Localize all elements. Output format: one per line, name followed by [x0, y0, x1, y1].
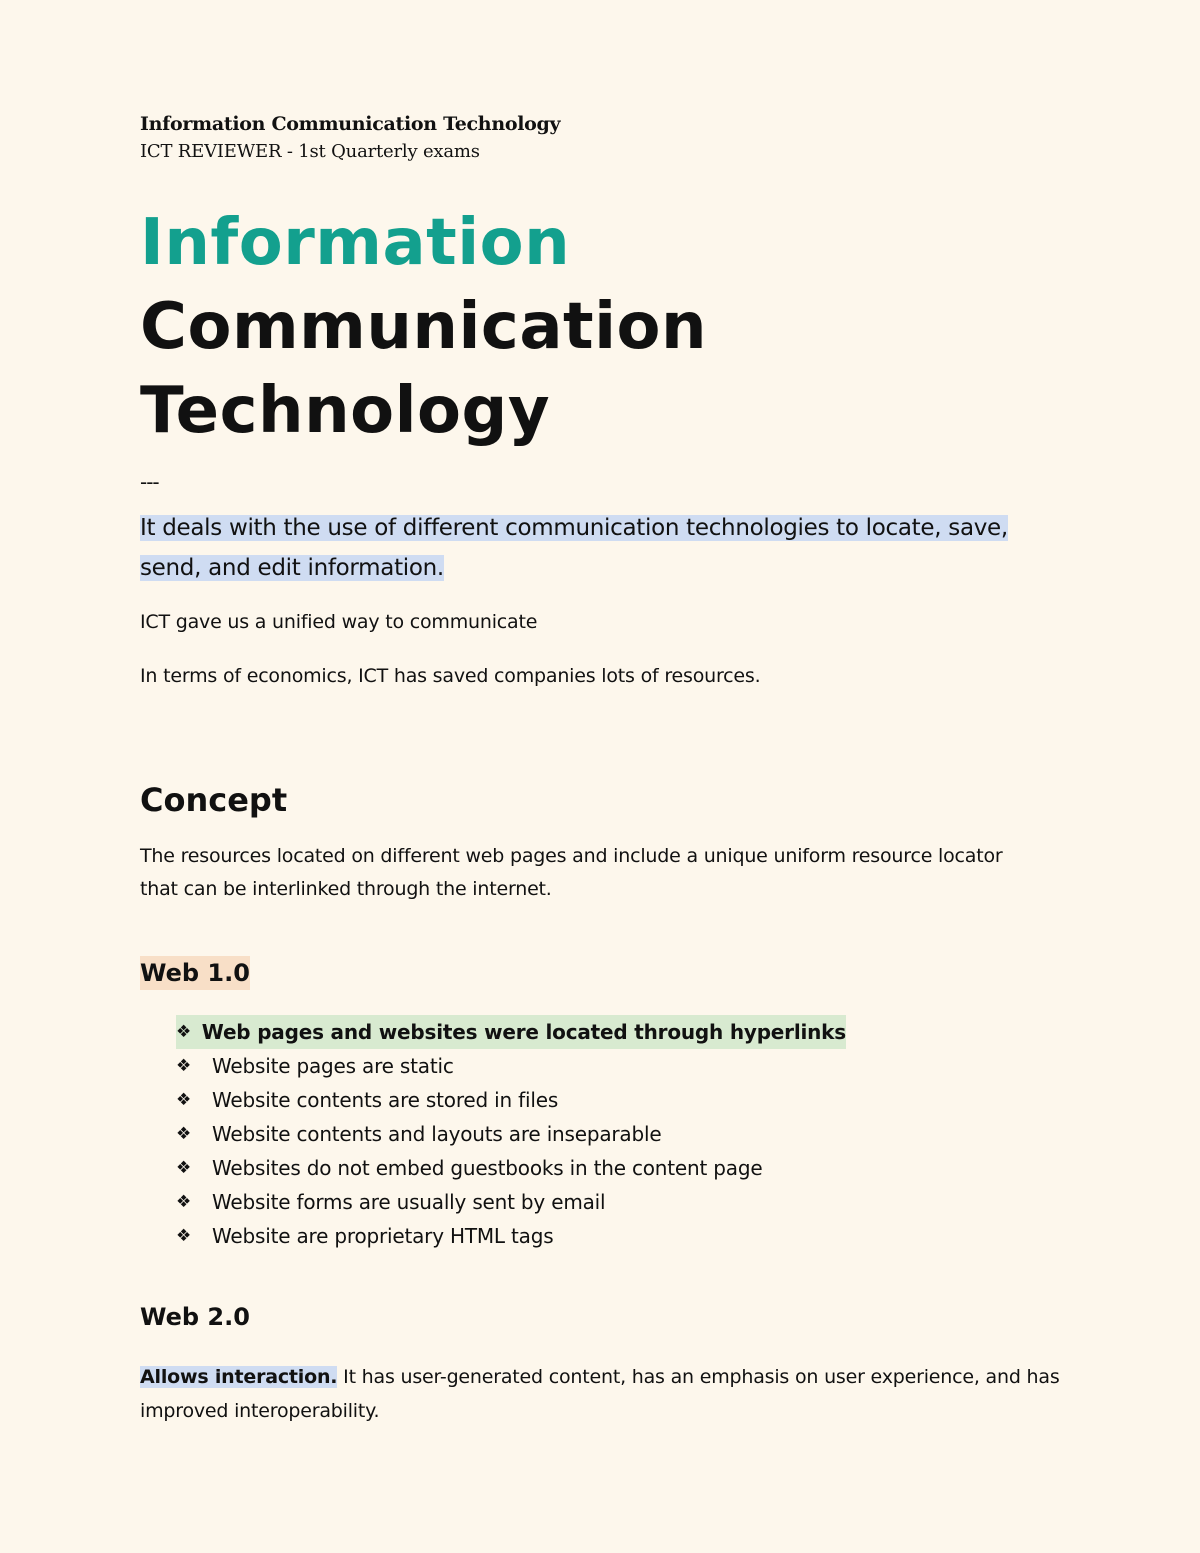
- main-title-line-3: Technology: [140, 374, 551, 448]
- list-item: [176, 1083, 846, 1117]
- list-item-text: Website contents are stored in files: [212, 1088, 559, 1112]
- concept-text: The resources located on different web pages and include a unique uniform resource locator that can be interlinked through the internet.: [140, 845, 1003, 900]
- main-title-line-2: Communication: [140, 290, 708, 364]
- document-header-subtitle: ICT REVIEWER - 1st Quarterly exams: [140, 141, 480, 162]
- intro-highlighted-text: It deals with the use of different communication technologies to locate, save, send, and edit information.: [140, 515, 1008, 581]
- diamond-bullet-icon: ❖: [176, 1056, 192, 1076]
- web2-body-text: It has user-generated content, has an emphasis on user experience, and has improved interoperability.: [140, 1366, 1060, 1422]
- paragraph-unified-communication: ICT gave us a unified way to communicate: [140, 611, 538, 633]
- web2-heading: Web 2.0: [140, 1303, 250, 1331]
- diamond-bullet-icon: ❖: [176, 1124, 192, 1144]
- list-item: [176, 1185, 846, 1219]
- list-item: [176, 1151, 846, 1185]
- web2-lead-highlight: Allows interaction.: [140, 1366, 338, 1388]
- list-item-text: Website contents and layouts are inseparable: [212, 1122, 662, 1146]
- concept-heading: Concept: [140, 781, 288, 819]
- list-item: [176, 1015, 846, 1049]
- diamond-bullet-icon: ❖: [176, 1158, 192, 1178]
- main-title-line-1: Information: [140, 206, 571, 280]
- diamond-bullet-icon: ❖: [176, 1022, 192, 1042]
- list-item: [176, 1117, 846, 1151]
- intro-paragraph: [140, 508, 1040, 588]
- list-item: [176, 1219, 846, 1253]
- diamond-bullet-icon: ❖: [176, 1192, 192, 1212]
- list-item-text: Website forms are usually sent by email: [212, 1190, 606, 1214]
- web2-paragraph: [140, 1360, 1080, 1428]
- list-item-text: Web pages and websites were located through hyperlinks: [201, 1020, 846, 1044]
- document-header-title: Information Communication Technology: [140, 113, 561, 135]
- diamond-bullet-icon: ❖: [176, 1090, 192, 1110]
- list-item-text: Websites do not embed guestbooks in the content page: [212, 1156, 763, 1180]
- web1-heading: Web 1.0: [140, 956, 250, 990]
- divider: ---: [140, 470, 159, 494]
- paragraph-economics: In terms of economics, ICT has saved companies lots of resources.: [140, 665, 761, 687]
- list-item-text: Website are proprietary HTML tags: [212, 1224, 554, 1248]
- diamond-bullet-icon: ❖: [176, 1226, 192, 1246]
- web1-bullet-list: [176, 1015, 846, 1253]
- list-item: [176, 1049, 846, 1083]
- list-item-text: Website pages are static: [212, 1054, 454, 1078]
